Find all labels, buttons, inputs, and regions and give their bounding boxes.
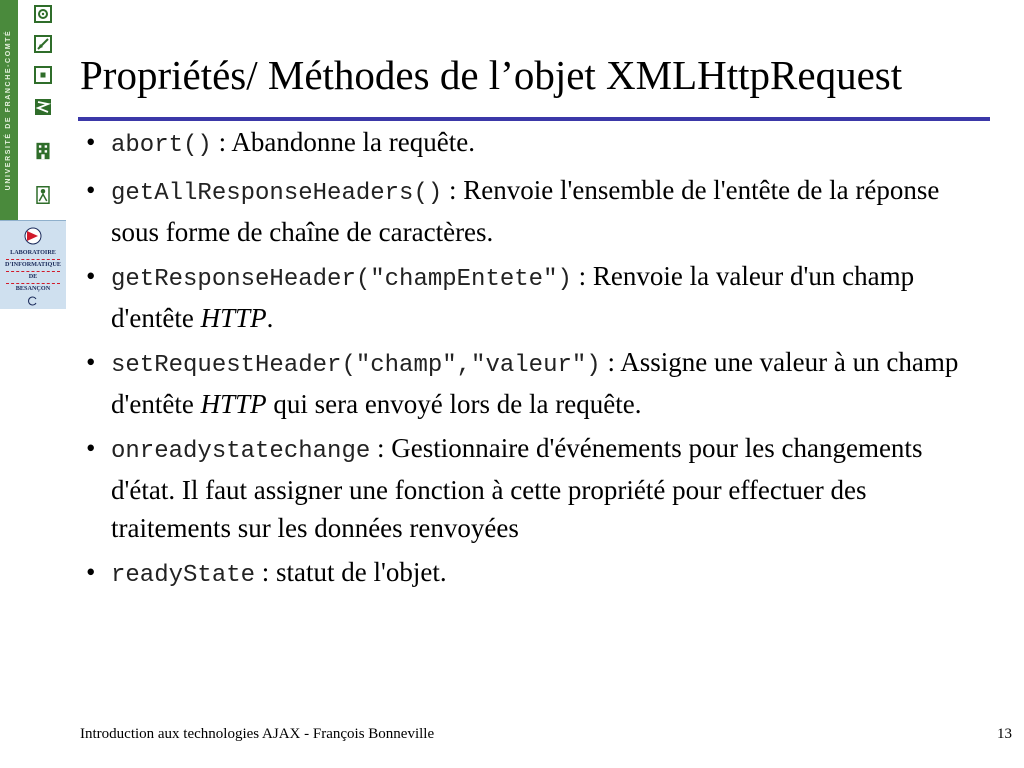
item-description-end: . xyxy=(266,303,274,333)
square-dot-icon xyxy=(34,66,52,84)
university-name: UNIVERSITÉ DE FRANCHE-COMTÉ xyxy=(5,29,12,191)
list-item xyxy=(86,553,966,595)
lab-divider xyxy=(6,271,60,272)
lab-line-1: LABORATOIRE xyxy=(10,249,56,256)
lab-line-3: DE xyxy=(28,273,38,280)
university-strip xyxy=(0,0,18,220)
lab-line-2: D'INFORMATIQUE xyxy=(5,261,61,268)
list-item xyxy=(86,429,966,547)
footer-text: Introduction aux technologies AJAX - François Bonneville xyxy=(80,726,435,742)
bullet: • xyxy=(86,127,96,157)
list-item xyxy=(86,343,966,423)
building-icon xyxy=(34,142,52,160)
property-list xyxy=(86,123,966,601)
bullet: • xyxy=(86,347,96,377)
list-item xyxy=(86,123,966,165)
method-name: getResponseHeader("champEntete") xyxy=(111,266,572,293)
bullet: • xyxy=(86,433,96,463)
method-name: setRequestHeader("champ","valeur") xyxy=(111,352,601,379)
figure-icon xyxy=(34,186,52,204)
lab-swirl-icon xyxy=(28,296,38,306)
item-emphasis: HTTP xyxy=(200,389,267,419)
title-underline xyxy=(78,117,990,121)
item-description: : Assigne une valeur à un champ d'entête xyxy=(111,347,959,419)
pen-icon xyxy=(34,35,52,53)
lab-divider xyxy=(6,283,60,284)
logo-icon-column xyxy=(18,0,66,220)
laboratory-logo xyxy=(0,220,66,309)
property-name: readyState xyxy=(111,562,256,589)
property-name: onreadystatechange xyxy=(111,438,371,465)
zigzag-icon xyxy=(34,98,52,116)
method-name: abort() xyxy=(111,132,212,159)
item-description: : Gestionnaire d'événements pour les changements d'état. Il faut assigner une fonction à cette propriété pour effectuer des traitements sur les données renvoyées xyxy=(111,433,923,543)
bullet: • xyxy=(86,557,96,587)
method-name: getAllResponseHeaders() xyxy=(111,180,443,207)
bullet: • xyxy=(86,175,96,205)
item-description: : Renvoie la valeur d'un champ d'entête xyxy=(111,261,915,333)
list-item xyxy=(86,257,966,337)
item-description-end: qui sera envoyé lors de la requête. xyxy=(266,389,642,419)
slide-title: Propriétés/ Méthodes de l’objet XMLHttpRequest xyxy=(80,52,903,98)
list-item xyxy=(86,171,966,251)
item-description: : statut de l'objet. xyxy=(255,557,447,587)
item-emphasis: HTTP xyxy=(200,303,267,333)
page-number: 13 xyxy=(997,726,1012,742)
university-banner xyxy=(0,0,66,308)
bullet: • xyxy=(86,261,96,291)
item-description: : Renvoie l'ensemble de l'entête de la réponse sous forme de chaîne de caractères. xyxy=(111,175,940,247)
lab-arrow-icon xyxy=(24,227,42,245)
lab-divider xyxy=(6,259,60,260)
spiral-icon xyxy=(34,5,52,23)
lab-line-4: BESANÇON xyxy=(15,285,51,292)
item-description: : Abandonne la requête. xyxy=(211,127,475,157)
